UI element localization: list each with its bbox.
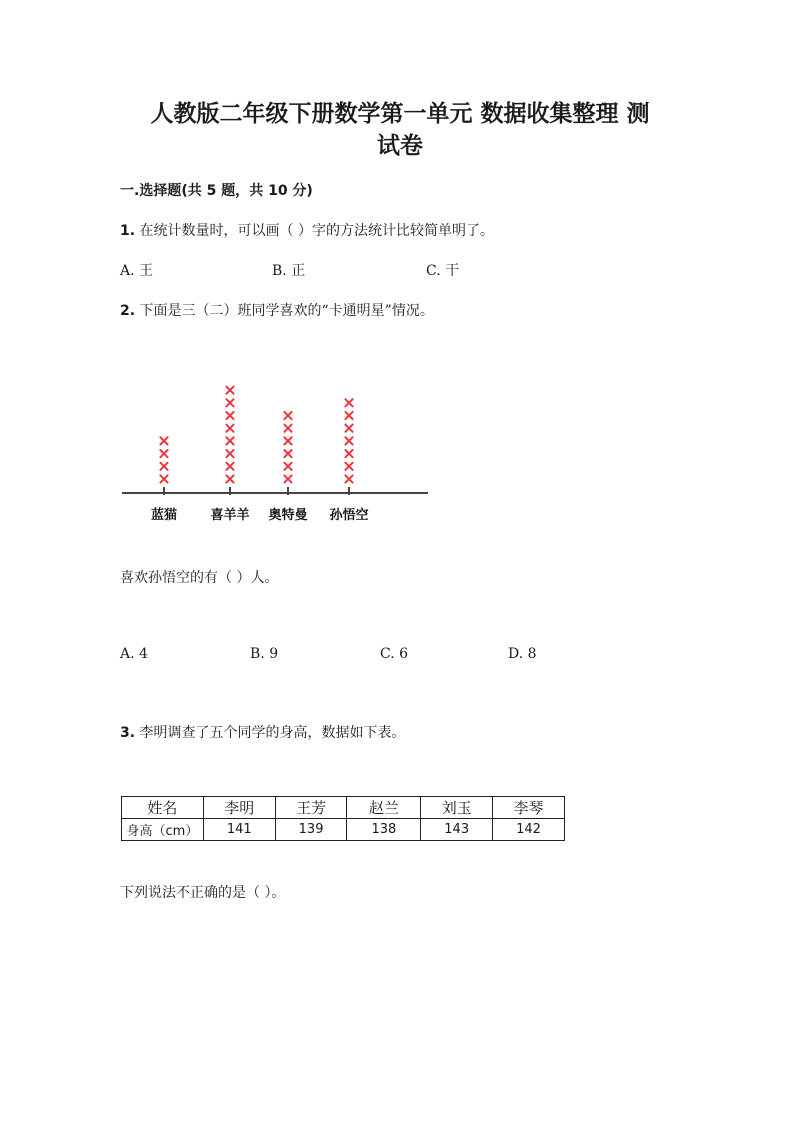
table-row-label: 身高（cm） [122,819,204,841]
table-header-row [122,797,565,819]
tally-mark [284,412,291,419]
category-label: 蓝猫 [150,508,178,523]
q2-option-c[interactable]: C. 6 [380,646,409,662]
tally-mark [226,463,233,470]
tally-mark [284,425,291,432]
tally-mark [226,425,233,432]
q1-option-a[interactable]: A. 王 [120,263,154,279]
pictograph-chart [118,368,430,528]
table-cell-name: 赵兰 [347,797,421,819]
page-title [60,98,740,162]
question-1-text: 在统计数量时，可以画（ ）字的方法统计比较简单明了。 [139,223,494,239]
table-cell-height: 138 [347,819,421,841]
table-row [122,819,565,841]
tally-mark [226,475,233,482]
tally-mark [345,399,352,406]
height-table [121,796,565,841]
table-cell-name: 王芳 [275,797,347,819]
tally-mark [284,437,291,444]
table-cell-name: 刘玉 [421,797,493,819]
tally-mark [345,437,352,444]
tally-mark [226,450,233,457]
tally-mark [160,437,167,444]
q2-option-a[interactable]: A. 4 [120,646,148,662]
tally-mark [345,475,352,482]
tally-mark [160,463,167,470]
category-label: 喜羊羊 [210,508,250,523]
tally-mark [226,399,233,406]
tally-mark [226,387,233,394]
q2-option-d[interactable]: D. 8 [508,646,537,662]
question-1 [120,220,494,240]
question-2-number: 2. [120,303,136,319]
q2-option-b[interactable]: B. 9 [250,646,279,662]
tally-mark [345,450,352,457]
question-3-prompt: 下列说法不正确的是（ ）。 [120,885,286,901]
tally-mark [345,463,352,470]
tally-mark [226,412,233,419]
tally-mark [284,463,291,470]
question-3-text: 李明调查了五个同学的身高，数据如下表。 [139,725,406,741]
question-2-prompt: 喜欢孙悟空的有（ ）人。 [120,570,279,586]
title-line-1: 人教版二年级下册数学第一单元 数据收集整理 测 [150,101,650,127]
tally-mark [160,450,167,457]
table-cell-height: 142 [493,819,565,841]
table-cell-name: 李琴 [493,797,565,819]
q1-option-c[interactable]: C. 干 [426,263,460,279]
tally-mark [345,425,352,432]
tally-mark [284,475,291,482]
category-label: 奥特曼 [268,508,308,523]
table-cell-name: 李明 [203,797,275,819]
q1-option-b[interactable]: B. 正 [272,263,306,279]
tally-mark [160,475,167,482]
table-cell-height: 139 [275,819,347,841]
question-3-number: 3. [120,725,136,741]
question-1-number: 1. [120,223,136,239]
tally-mark [226,437,233,444]
question-3 [120,722,406,742]
table-header-label: 姓名 [122,797,204,819]
section-heading: 一.选择题(共 5 题，共 10 分) [120,183,313,199]
question-2 [120,300,434,320]
title-line-2: 试卷 [377,133,423,159]
tally-mark [284,450,291,457]
tally-mark [345,412,352,419]
question-2-text: 下面是三（二）班同学喜欢的“卡通明星”情况。 [139,303,434,319]
table-cell-height: 141 [203,819,275,841]
table-cell-height: 143 [421,819,493,841]
category-label: 孙悟空 [329,508,369,523]
